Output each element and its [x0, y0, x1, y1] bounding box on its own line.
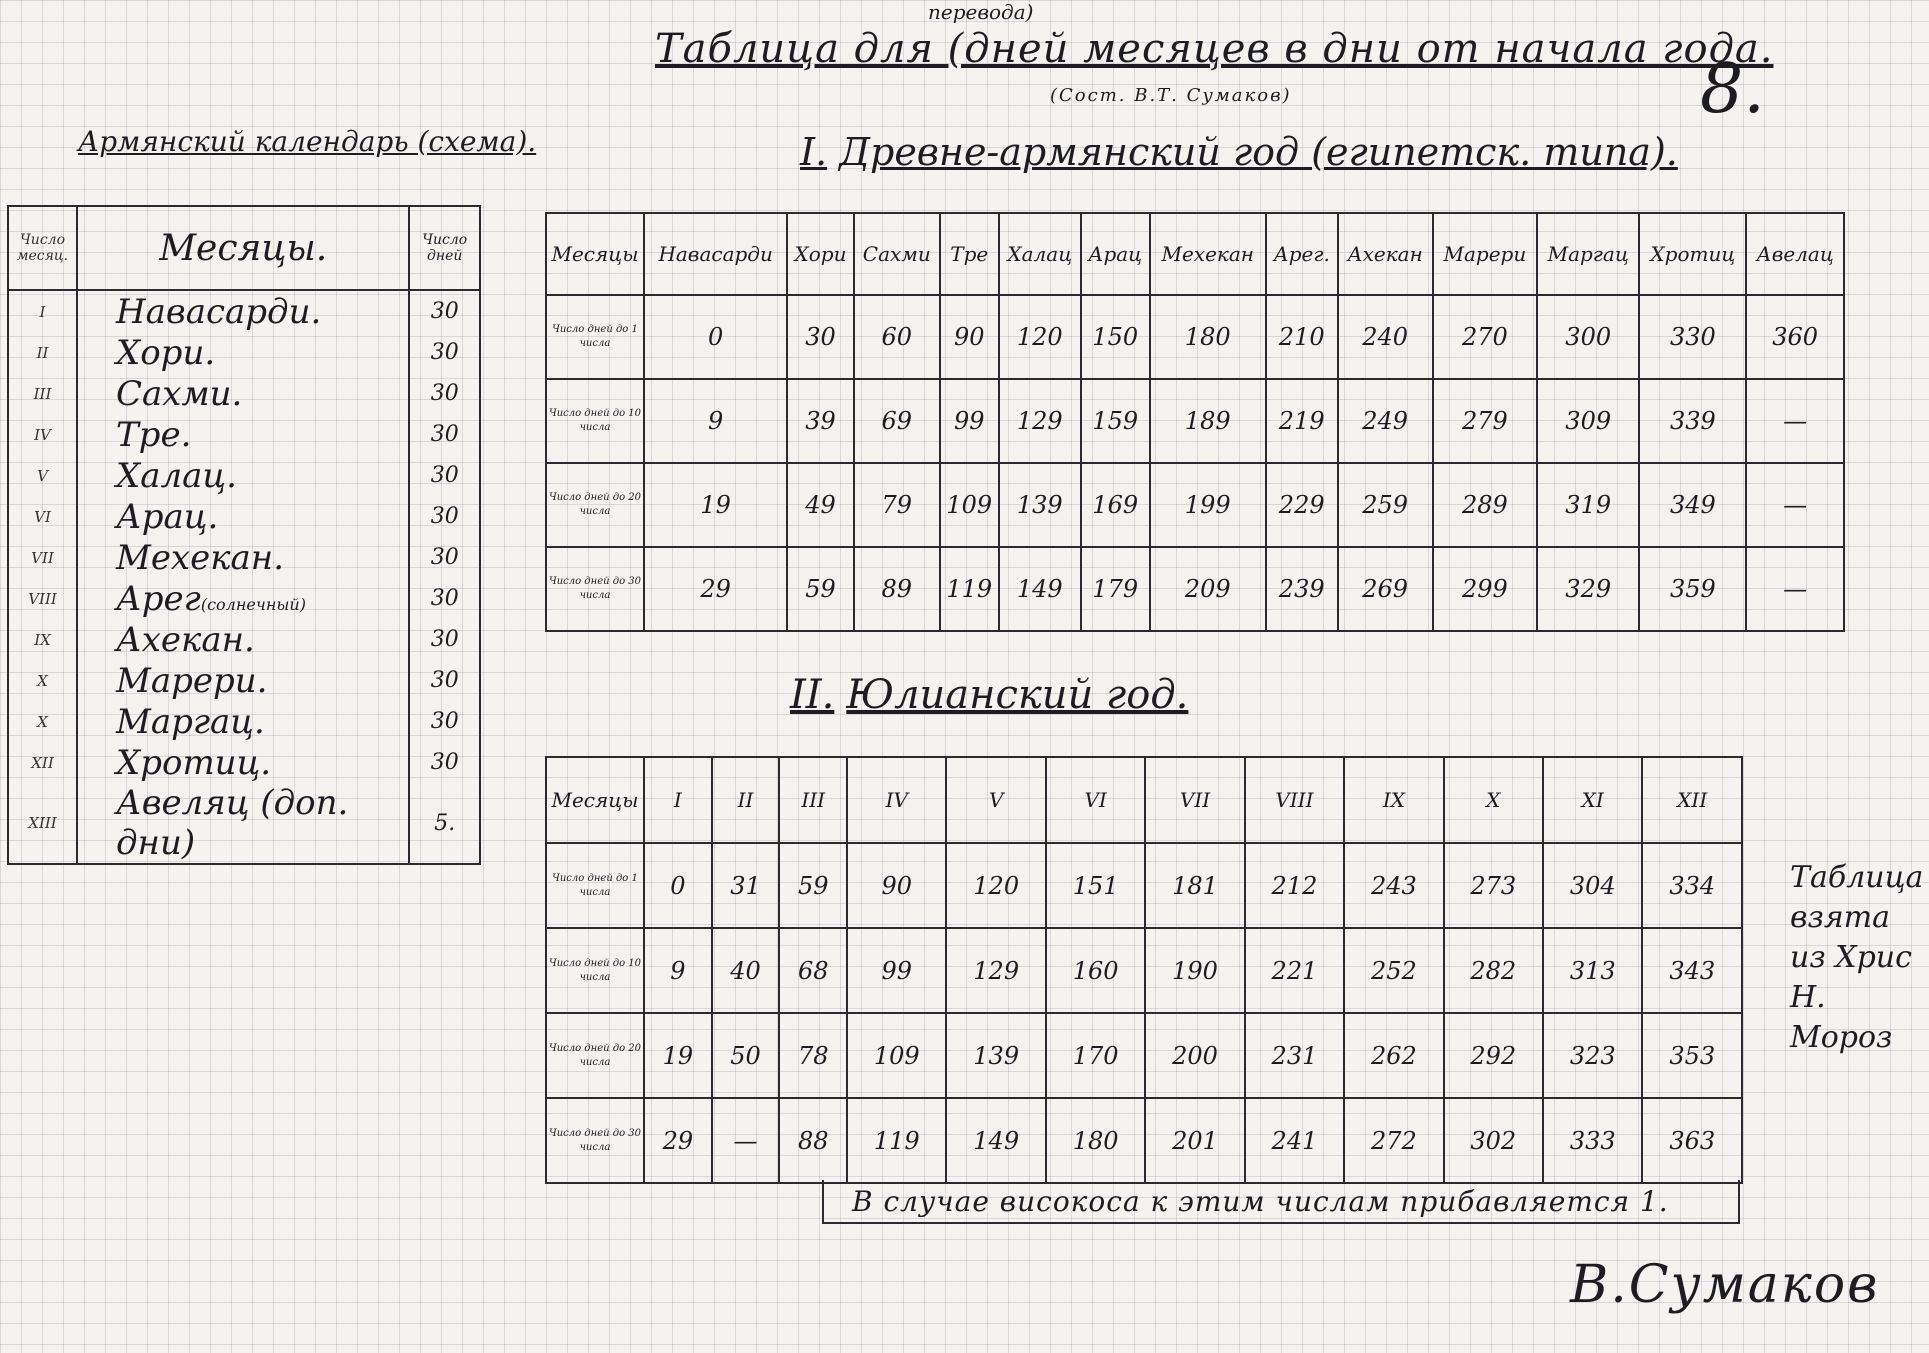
row-label: Число дней до 10 числа — [546, 379, 644, 463]
day-count-cell: 59 — [787, 547, 853, 631]
table-row — [546, 295, 1844, 379]
old-armenian-year-table — [545, 212, 1845, 632]
month-column-header: Халац — [999, 213, 1081, 295]
header-days: Число дней — [409, 206, 480, 290]
day-count-cell: 201 — [1145, 1098, 1244, 1183]
month-column-header: VI — [1046, 757, 1145, 843]
month-column-header: III — [779, 757, 847, 843]
month-number: X — [8, 660, 77, 701]
day-count-cell: 319 — [1537, 463, 1639, 547]
day-count-cell: 181 — [1145, 843, 1244, 928]
day-count-cell: 299 — [1433, 547, 1537, 631]
month-days: 30 — [409, 701, 480, 742]
month-days: 30 — [409, 578, 480, 619]
section-2-number: II. — [790, 672, 835, 718]
day-count-cell: 212 — [1245, 843, 1344, 928]
day-count-cell: 9 — [644, 379, 787, 463]
table-row — [546, 928, 1742, 1013]
month-name-cell — [77, 373, 409, 414]
month-number: I — [8, 290, 77, 332]
month-column-header: Марери — [1433, 213, 1537, 295]
calendar-scheme-row — [8, 332, 480, 373]
month-column-header: I — [644, 757, 712, 843]
day-count-cell: 289 — [1433, 463, 1537, 547]
calendar-scheme-row — [8, 783, 480, 864]
day-count-cell: — — [1746, 379, 1844, 463]
day-count-cell: 120 — [999, 295, 1081, 379]
day-count-cell: 68 — [779, 928, 847, 1013]
section-1-number: I. — [800, 130, 828, 174]
day-count-cell: 243 — [1344, 843, 1443, 928]
header-months-label: Месяцы — [546, 213, 644, 295]
table-row — [546, 379, 1844, 463]
month-column-header: Хротиц — [1639, 213, 1746, 295]
day-count-cell: 239 — [1266, 547, 1338, 631]
old-armenian-header-row — [546, 213, 1844, 295]
day-count-cell: 180 — [1046, 1098, 1145, 1183]
month-name: Тре. — [116, 414, 192, 455]
month-number: V — [8, 455, 77, 496]
section-2-heading — [790, 672, 1188, 718]
day-count-cell: 160 — [1046, 928, 1145, 1013]
month-name: Арег — [116, 578, 201, 619]
month-days: 30 — [409, 290, 480, 332]
day-count-cell: 199 — [1150, 463, 1266, 547]
month-name-cell — [77, 742, 409, 783]
day-count-cell: 150 — [1081, 295, 1150, 379]
day-count-cell: 353 — [1642, 1013, 1742, 1098]
day-count-cell: 119 — [847, 1098, 946, 1183]
calendar-scheme-title: Армянский календарь (схема). — [78, 125, 537, 158]
day-count-cell: 231 — [1245, 1013, 1344, 1098]
month-number: XII — [8, 742, 77, 783]
month-days: 30 — [409, 619, 480, 660]
month-column-header: Маргац — [1537, 213, 1639, 295]
day-count-cell: 170 — [1046, 1013, 1145, 1098]
day-count-cell: 259 — [1338, 463, 1433, 547]
side-note-line: взята — [1790, 900, 1891, 935]
corner-mark: 8. — [1700, 50, 1765, 129]
day-count-cell: 50 — [712, 1013, 780, 1098]
month-number: VIII — [8, 578, 77, 619]
month-name: Мехекан. — [116, 537, 285, 578]
month-name: Хори. — [116, 332, 216, 373]
side-note — [1790, 858, 1929, 1058]
day-count-cell: 179 — [1081, 547, 1150, 631]
day-count-cell: 139 — [946, 1013, 1045, 1098]
day-count-cell: 330 — [1639, 295, 1746, 379]
day-count-cell: 180 — [1150, 295, 1266, 379]
day-count-cell: 30 — [787, 295, 853, 379]
day-count-cell: 323 — [1543, 1013, 1642, 1098]
month-column-header: Ахекан — [1338, 213, 1433, 295]
day-count-cell: 29 — [644, 1098, 712, 1183]
side-note-line: из Хрис — [1790, 940, 1912, 975]
day-count-cell: 210 — [1266, 295, 1338, 379]
row-label: Число дней до 20 числа — [546, 1013, 644, 1098]
section-2-title: Юлианский год. — [846, 672, 1189, 718]
calendar-scheme-row — [8, 290, 480, 332]
row-label: Число дней до 1 числа — [546, 843, 644, 928]
day-count-cell: 240 — [1338, 295, 1433, 379]
row-label: Число дней до 30 числа — [546, 1098, 644, 1183]
day-count-cell: 99 — [940, 379, 999, 463]
month-column-header: VIII — [1245, 757, 1344, 843]
day-count-cell: 31 — [712, 843, 780, 928]
day-count-cell: 129 — [999, 379, 1081, 463]
day-count-cell: 272 — [1344, 1098, 1443, 1183]
month-name: Хротиц. — [116, 742, 272, 783]
julian-header-row — [546, 757, 1742, 843]
month-name: Навасарди. — [116, 291, 322, 332]
day-count-cell: — — [1746, 547, 1844, 631]
month-column-header: IX — [1344, 757, 1443, 843]
table-row — [546, 547, 1844, 631]
side-note-line: Таблица — [1790, 860, 1924, 895]
day-count-cell: 39 — [787, 379, 853, 463]
month-column-header: Арац — [1081, 213, 1150, 295]
month-column-header: X — [1444, 757, 1543, 843]
day-count-cell: 129 — [946, 928, 1045, 1013]
month-column-header: XII — [1642, 757, 1742, 843]
page-title: Таблица для (дней месяцев в дни от начала года. — [655, 26, 1774, 72]
month-column-header: VII — [1145, 757, 1244, 843]
day-count-cell: 209 — [1150, 547, 1266, 631]
day-count-cell: 249 — [1338, 379, 1433, 463]
month-name-cell — [77, 414, 409, 455]
day-count-cell: 270 — [1433, 295, 1537, 379]
calendar-scheme-row — [8, 455, 480, 496]
day-count-cell: 273 — [1444, 843, 1543, 928]
month-name-cell — [77, 578, 409, 619]
leap-year-footnote: В случае високоса к этим числам прибавляется 1. — [822, 1180, 1740, 1224]
month-name: Сахми. — [116, 373, 243, 414]
calendar-scheme-row — [8, 414, 480, 455]
month-column-header: Авелац — [1746, 213, 1844, 295]
day-count-cell: 359 — [1639, 547, 1746, 631]
calendar-scheme-row — [8, 373, 480, 414]
month-name-cell — [77, 332, 409, 373]
month-note: (солнечный) — [200, 594, 306, 614]
day-count-cell: 109 — [847, 1013, 946, 1098]
month-name-cell — [77, 455, 409, 496]
day-count-cell: 29 — [644, 547, 787, 631]
month-days: 30 — [409, 414, 480, 455]
month-number: IX — [8, 619, 77, 660]
day-count-cell: — — [1746, 463, 1844, 547]
day-count-cell: 49 — [787, 463, 853, 547]
table-row — [546, 1098, 1742, 1183]
header-month-number: Число месяц. — [8, 206, 77, 290]
calendar-scheme-row — [8, 701, 480, 742]
month-name-cell — [77, 660, 409, 701]
day-count-cell: 292 — [1444, 1013, 1543, 1098]
section-1-title: Древне-армянский год (египетск. типа). — [839, 130, 1678, 174]
day-count-cell: 262 — [1344, 1013, 1443, 1098]
side-note-line: Н. Мороз — [1790, 980, 1893, 1055]
day-count-cell: 159 — [1081, 379, 1150, 463]
day-count-cell: 363 — [1642, 1098, 1742, 1183]
month-column-header: XI — [1543, 757, 1642, 843]
table-row — [546, 843, 1742, 928]
month-days: 30 — [409, 332, 480, 373]
title-insert: перевода) — [928, 0, 1034, 24]
day-count-cell: 149 — [999, 547, 1081, 631]
day-count-cell: 269 — [1338, 547, 1433, 631]
day-count-cell: 190 — [1145, 928, 1244, 1013]
day-count-cell: 282 — [1444, 928, 1543, 1013]
month-number: VI — [8, 496, 77, 537]
table-row — [546, 1013, 1742, 1098]
day-count-cell: 329 — [1537, 547, 1639, 631]
month-column-header: Арег. — [1266, 213, 1338, 295]
month-days: 30 — [409, 660, 480, 701]
day-count-cell: 40 — [712, 928, 780, 1013]
day-count-cell: 99 — [847, 928, 946, 1013]
day-count-cell: 89 — [854, 547, 940, 631]
month-name-cell — [77, 290, 409, 332]
header-months: Месяцы. — [77, 206, 409, 290]
month-column-header: Сахми — [854, 213, 940, 295]
calendar-scheme-row — [8, 496, 480, 537]
calendar-scheme-row — [8, 619, 480, 660]
month-name-cell — [77, 496, 409, 537]
day-count-cell: 79 — [854, 463, 940, 547]
month-column-header: IV — [847, 757, 946, 843]
day-count-cell: 339 — [1639, 379, 1746, 463]
day-count-cell: 9 — [644, 928, 712, 1013]
month-name-cell — [77, 619, 409, 660]
calendar-scheme-row — [8, 578, 480, 619]
day-count-cell: 313 — [1543, 928, 1642, 1013]
row-label: Число дней до 30 числа — [546, 547, 644, 631]
day-count-cell: 360 — [1746, 295, 1844, 379]
calendar-scheme-header — [8, 206, 480, 290]
day-count-cell: 241 — [1245, 1098, 1344, 1183]
month-number: IV — [8, 414, 77, 455]
day-count-cell: 302 — [1444, 1098, 1543, 1183]
day-count-cell: 88 — [779, 1098, 847, 1183]
day-count-cell: 169 — [1081, 463, 1150, 547]
day-count-cell: 19 — [644, 1013, 712, 1098]
table-row — [546, 463, 1844, 547]
page-subtitle: (Сост. В.Т. Сумаков) — [1050, 85, 1292, 106]
month-name: Арац. — [116, 496, 219, 537]
month-column-header: II — [712, 757, 780, 843]
month-column-header: Тре — [940, 213, 999, 295]
day-count-cell: 119 — [940, 547, 999, 631]
day-count-cell: 334 — [1642, 843, 1742, 928]
month-days: 5. — [409, 783, 480, 864]
row-label: Число дней до 10 числа — [546, 928, 644, 1013]
day-count-cell: 90 — [847, 843, 946, 928]
day-count-cell: 189 — [1150, 379, 1266, 463]
day-count-cell: 219 — [1266, 379, 1338, 463]
month-days: 30 — [409, 537, 480, 578]
day-count-cell: 229 — [1266, 463, 1338, 547]
month-days: 30 — [409, 742, 480, 783]
month-name: Авеляц (доп. дни) — [116, 783, 349, 863]
month-number: VII — [8, 537, 77, 578]
month-number: II — [8, 332, 77, 373]
day-count-cell: — — [712, 1098, 780, 1183]
month-column-header: Навасарди — [644, 213, 787, 295]
month-days: 30 — [409, 496, 480, 537]
month-name-cell — [77, 701, 409, 742]
day-count-cell: 343 — [1642, 928, 1742, 1013]
row-label: Число дней до 20 числа — [546, 463, 644, 547]
day-count-cell: 59 — [779, 843, 847, 928]
julian-year-table — [545, 756, 1743, 1184]
month-name-cell — [77, 783, 409, 864]
month-name-cell — [77, 537, 409, 578]
day-count-cell: 78 — [779, 1013, 847, 1098]
month-name: Марери. — [116, 660, 268, 701]
month-days: 30 — [409, 373, 480, 414]
month-name: Халац. — [116, 455, 237, 496]
month-number: XIII — [8, 783, 77, 864]
day-count-cell: 221 — [1245, 928, 1344, 1013]
calendar-scheme-row — [8, 537, 480, 578]
day-count-cell: 139 — [999, 463, 1081, 547]
day-count-cell: 252 — [1344, 928, 1443, 1013]
month-column-header: V — [946, 757, 1045, 843]
month-number: X — [8, 701, 77, 742]
day-count-cell: 333 — [1543, 1098, 1642, 1183]
day-count-cell: 69 — [854, 379, 940, 463]
day-count-cell: 120 — [946, 843, 1045, 928]
month-days: 30 — [409, 455, 480, 496]
month-name: Маргац. — [116, 701, 265, 742]
day-count-cell: 349 — [1639, 463, 1746, 547]
calendar-scheme-row — [8, 742, 480, 783]
month-name: Ахекан. — [116, 619, 255, 660]
month-column-header: Хори — [787, 213, 853, 295]
day-count-cell: 309 — [1537, 379, 1639, 463]
header-months-label: Месяцы — [546, 757, 644, 843]
section-1-heading — [800, 130, 1678, 174]
day-count-cell: 0 — [644, 295, 787, 379]
month-column-header: Мехекан — [1150, 213, 1266, 295]
day-count-cell: 90 — [940, 295, 999, 379]
day-count-cell: 60 — [854, 295, 940, 379]
day-count-cell: 0 — [644, 843, 712, 928]
day-count-cell: 279 — [1433, 379, 1537, 463]
day-count-cell: 300 — [1537, 295, 1639, 379]
day-count-cell: 109 — [940, 463, 999, 547]
day-count-cell: 149 — [946, 1098, 1045, 1183]
signature: В.Сумаков — [1570, 1255, 1880, 1315]
day-count-cell: 19 — [644, 463, 787, 547]
calendar-scheme-row — [8, 660, 480, 701]
row-label: Число дней до 1 числа — [546, 295, 644, 379]
calendar-scheme-table — [7, 205, 481, 865]
month-number: III — [8, 373, 77, 414]
day-count-cell: 151 — [1046, 843, 1145, 928]
day-count-cell: 200 — [1145, 1013, 1244, 1098]
day-count-cell: 304 — [1543, 843, 1642, 928]
